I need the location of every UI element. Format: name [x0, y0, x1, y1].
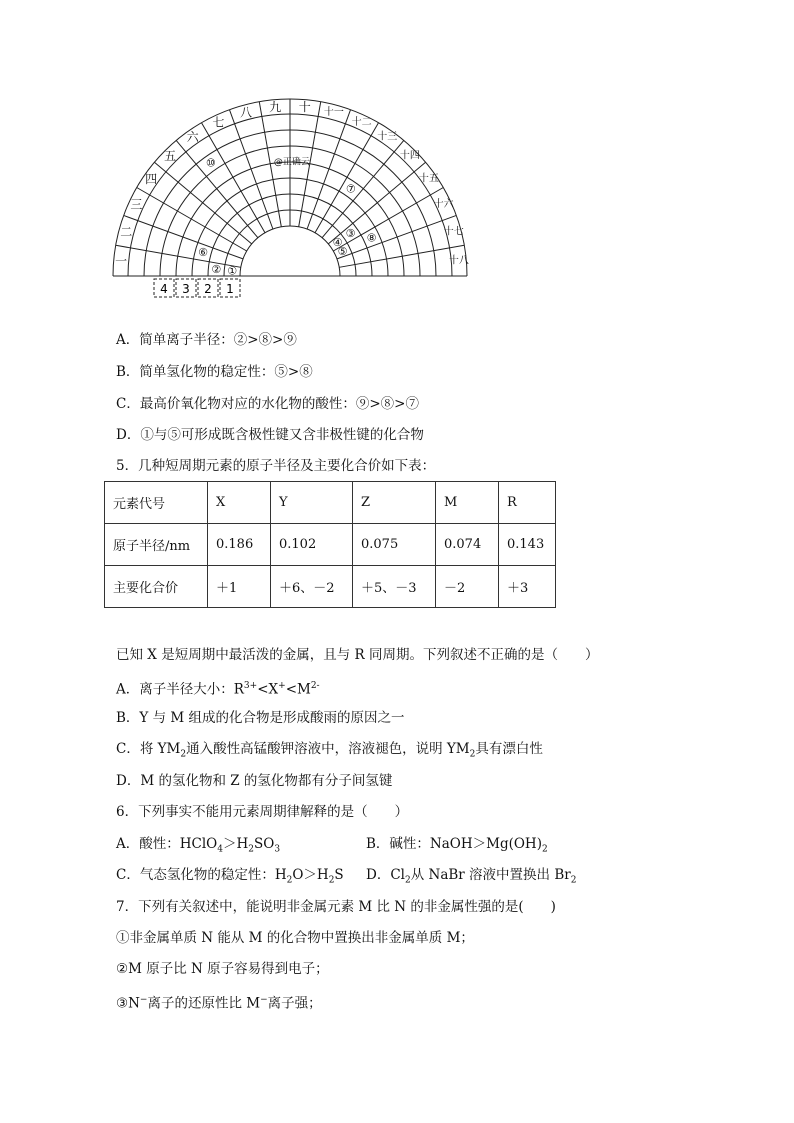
element-marker: ② — [211, 263, 222, 277]
table-row — [105, 524, 556, 566]
q7-statement-2: ②M 原子比 N 原子容易得到电子； — [116, 961, 329, 977]
element-marker: ⑥ — [198, 246, 209, 260]
q6-stem: 6．下列事实不能用元素周期律解释的是（ ） — [116, 804, 409, 820]
element-marker: ① — [227, 264, 238, 278]
period-label: 一 — [115, 254, 128, 269]
period-label: 七 — [212, 115, 225, 130]
dashed-box-label: 4 — [160, 282, 168, 296]
element-marker: ⑤ — [337, 244, 348, 258]
table-cell: 元素代号 — [105, 482, 208, 524]
q5-note: 已知 X 是短周期中最活泼的金属，且与 R 同周期。下列叙述不正确的是（ ） — [116, 647, 599, 663]
table-cell: 0.143 — [499, 524, 556, 566]
table-header-row — [105, 482, 556, 524]
q5-stem: 5．几种短周期元素的原子半径及主要化合价如下表： — [116, 458, 436, 474]
group-label: 九 — [269, 100, 282, 115]
q6-option-b: B．碱性：$NaOH>Mg(OH)_2$ — [366, 836, 548, 855]
q4-option-b: B．简单氢化物的稳定性：⑤>⑧ — [116, 364, 313, 380]
group-label: 十七 — [443, 226, 464, 238]
q5-option-b: B．Y 与 M 组成的化合物是形成酸雨的原因之一 — [116, 710, 405, 726]
q5-option-a: A．离子半径大小：$R^{3+}<X^+<M^{2-}$ — [116, 681, 320, 698]
period-label: 二 — [120, 225, 133, 240]
table-cell: X — [208, 482, 271, 524]
table-cell: ＋6、－2 — [271, 566, 353, 608]
table-cell: R — [499, 482, 556, 524]
element-marker: ⑦ — [345, 182, 356, 196]
q4-option-d: D．①与⑤可形成既含极性键又含非极性键的化合物 — [116, 427, 424, 443]
q4-option-a: A．简单离子半径：②>⑧>⑨ — [116, 332, 297, 348]
group-label: 十 — [298, 100, 311, 115]
dashed-box-label: 3 — [182, 282, 190, 296]
element-data-table — [104, 481, 556, 608]
table-cell: ＋1 — [208, 566, 271, 608]
table-cell: 原子半径/nm — [105, 524, 208, 566]
q7-statement-3: ③N−离子的还原性比 M−离子强； — [116, 995, 322, 1012]
fan-periodic-table-diagram — [115, 100, 469, 310]
q6-option-d: D．$Cl_2$从 NaBr 溶液中置换出 $Br_2$ — [366, 867, 577, 886]
dashed-box-label: 1 — [226, 282, 234, 296]
group-label: 八 — [240, 105, 253, 120]
q6-option-c: C．气态氢化物的稳定性：$H_2O>H_2S$ — [116, 867, 344, 886]
table-cell: 0.186 — [208, 524, 271, 566]
table-cell: Z — [353, 482, 436, 524]
q6-option-a: A．酸性：$HClO_4>H_2SO_3$ — [116, 836, 281, 855]
q5-option-d: D．M 的氢化物和 Z 的氢化物都有分子间氢键 — [116, 773, 393, 789]
q5-option-c: C．将 $YM_2$通入酸性高锰酸钾溶液中，溶液褪色，说明 $YM_2$具有漂白性 — [116, 741, 543, 760]
element-marker: ④ — [332, 236, 343, 250]
period-label: 三 — [130, 197, 143, 212]
q4-option-c: C．最高价氧化物对应的水化物的酸性：⑨>⑧>⑦ — [116, 396, 419, 412]
fan-sector-line — [116, 245, 241, 267]
group-label: 十二 — [351, 116, 372, 128]
fan-ring-arc — [240, 226, 340, 276]
q7-statement-1: ①非金属单质 N 能从 M 的化合物中置换出非金属单质 M； — [116, 930, 474, 946]
group-label: 十三 — [377, 131, 398, 143]
table-cell: ＋5、－3 — [353, 566, 436, 608]
table-cell: M — [436, 482, 499, 524]
table-cell: ＋3 — [499, 566, 556, 608]
period-label: 五 — [164, 149, 177, 164]
table-cell: 0.075 — [353, 524, 436, 566]
table-cell: －2 — [436, 566, 499, 608]
group-label: 十五 — [418, 173, 439, 185]
group-label: 十一 — [323, 106, 344, 118]
table-cell: 主要化合价 — [105, 566, 208, 608]
element-marker: ⑩ — [205, 156, 216, 170]
element-marker: ⑧ — [366, 231, 377, 245]
table-row — [105, 566, 556, 608]
table-cell: 0.102 — [271, 524, 353, 566]
q7-stem: 7．下列有关叙述中，能说明非金属元素 M 比 N 的非金属性强的是( ) — [116, 899, 556, 915]
group-label: 十八 — [448, 255, 469, 267]
fan-sector-line — [339, 245, 464, 267]
table-cell: 0.074 — [436, 524, 499, 566]
group-label: 十四 — [399, 150, 420, 162]
period-label: 四 — [145, 171, 158, 186]
table-cell: Y — [271, 482, 353, 524]
element-marker: ③ — [345, 227, 356, 241]
period-label: 六 — [186, 130, 199, 145]
group-label: 十六 — [433, 198, 454, 210]
dashed-box-label: 2 — [204, 282, 212, 296]
watermark-text: @正确云 — [273, 157, 310, 168]
